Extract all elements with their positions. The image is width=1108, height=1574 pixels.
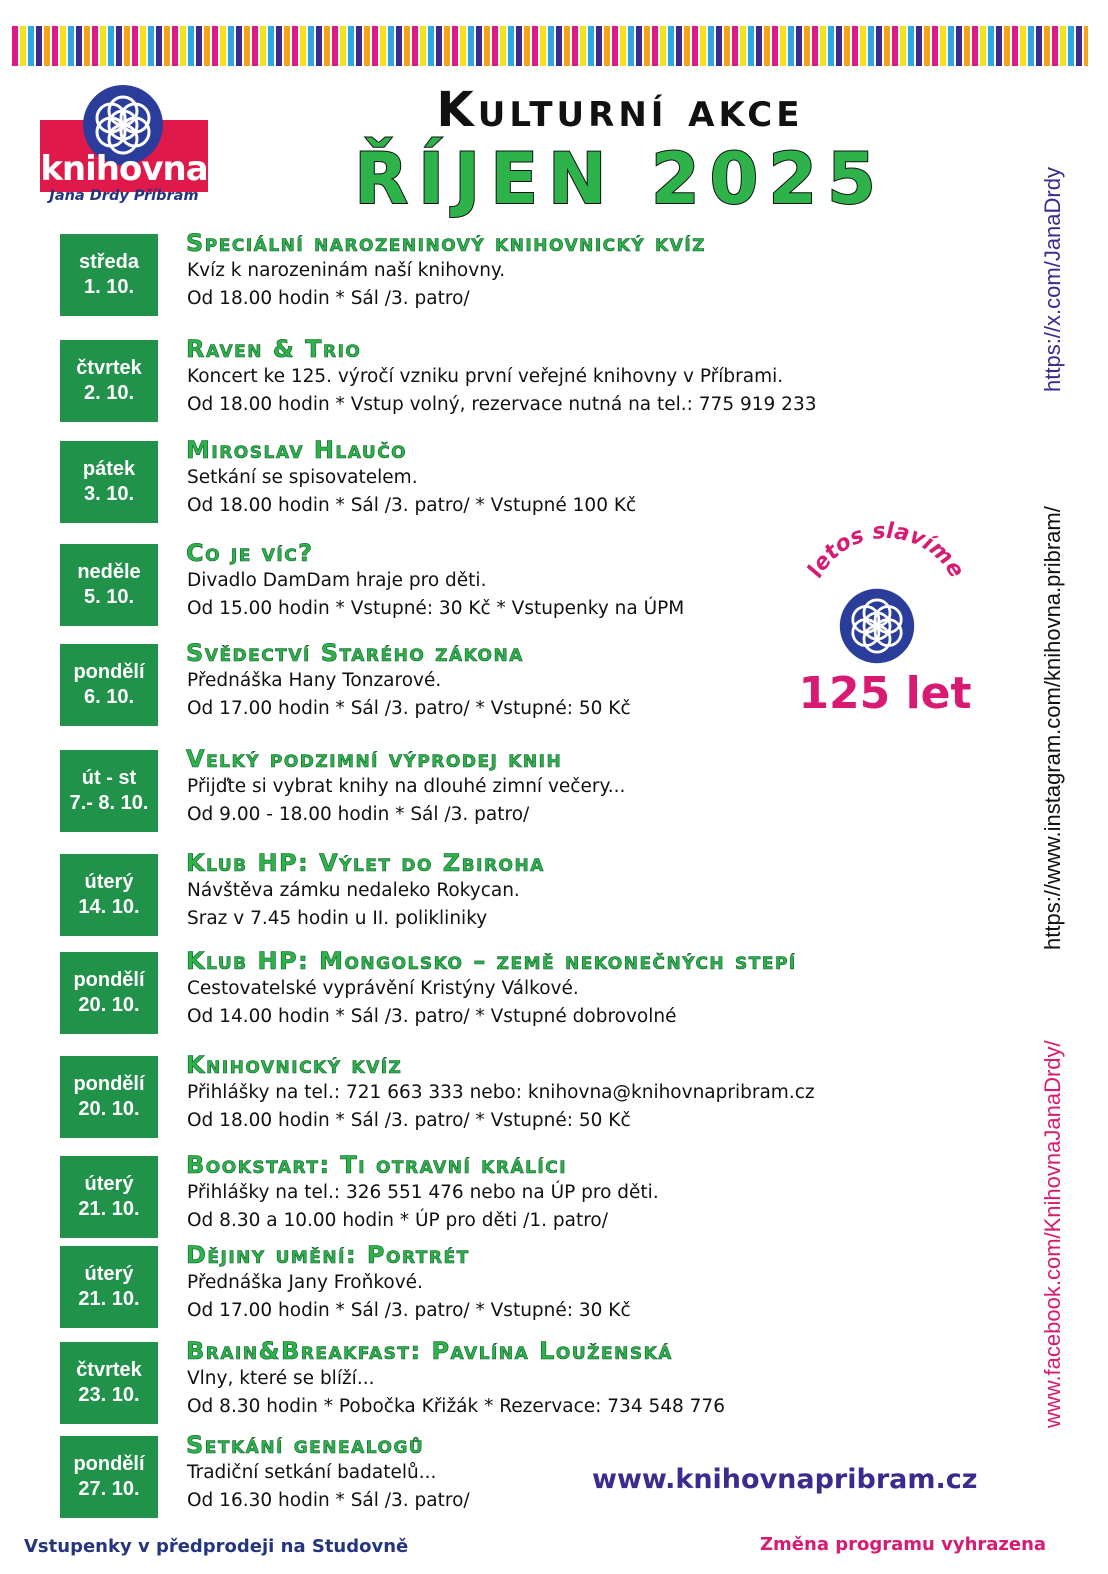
- event-date: 14. 10.: [78, 896, 140, 918]
- event-item: [60, 744, 1020, 834]
- event-description: Koncert ke 125. výročí vzniku první veřejné knihovny v Příbrami.: [187, 366, 784, 387]
- event-item: [60, 1050, 1020, 1140]
- event-description: Cestovatelské vyprávění Kristýny Válkové.: [187, 978, 579, 999]
- event-date-box: [60, 644, 158, 726]
- page-title: Kulturní akce: [436, 82, 804, 138]
- flower-of-life-icon: [837, 586, 917, 666]
- event-title: Co je víc?: [186, 539, 314, 567]
- event-item: [60, 334, 1020, 424]
- event-title: Velký podzimní výprodej knih: [186, 745, 563, 773]
- event-day: út - st: [81, 767, 137, 789]
- event-title: Klub HP: Mongolsko – země nekonečných stepí: [186, 947, 797, 975]
- event-date-box: [60, 952, 158, 1034]
- footer-tickets-note: Vstupenky v předprodeji na Studovně: [24, 1536, 409, 1557]
- event-details: Od 18.00 hodin * Sál /3. patro/ * Vstupné: 50 Kč: [187, 1110, 631, 1131]
- event-day: úterý: [84, 1173, 134, 1195]
- event-item: [60, 1336, 1020, 1426]
- event-description: Vlny, které se blíží...: [187, 1368, 375, 1389]
- event-date: 21. 10.: [78, 1288, 140, 1310]
- event-details: Od 18.00 hodin * Sál /3. patro/: [187, 288, 470, 309]
- event-title: Bookstart: Ti otravní králíci: [186, 1151, 568, 1179]
- event-day: pondělí: [73, 661, 145, 683]
- library-logo: [36, 80, 216, 210]
- event-title: Raven & Trio: [186, 335, 362, 363]
- event-description: Návštěva zámku nedaleko Rokycan.: [187, 880, 520, 901]
- event-date: 27. 10.: [78, 1478, 140, 1500]
- event-date-box: [60, 441, 158, 523]
- decorative-stripe-bar: [12, 26, 1088, 66]
- event-item: [60, 1240, 1020, 1330]
- event-details: Od 8.30 hodin * Pobočka Křižák * Rezervace: 734 548 776: [187, 1396, 725, 1417]
- event-description: Přihlášky na tel.: 326 551 476 nebo na ÚP pro děti.: [187, 1182, 659, 1203]
- event-title: Setkání genealogů: [186, 1431, 425, 1459]
- event-date-box: [60, 234, 158, 316]
- event-title: Knihovnický kvíz: [186, 1051, 403, 1079]
- event-item: [60, 946, 1020, 1036]
- event-title: Klub HP: Výlet do Zbiroha: [186, 849, 545, 877]
- event-date: 21. 10.: [78, 1198, 140, 1220]
- event-description: Přednáška Hany Tonzarové.: [187, 670, 442, 691]
- event-date-box: [60, 544, 158, 626]
- event-description: Přijďte si vybrat knihy na dlouhé zimní večery...: [187, 776, 626, 797]
- event-day: úterý: [84, 871, 134, 893]
- logo-subtitle: Jana Drdy Příbram: [49, 188, 199, 204]
- event-day: středa: [78, 251, 140, 273]
- event-day: pondělí: [73, 969, 145, 991]
- event-item: [60, 435, 1020, 525]
- event-date-box: [60, 340, 158, 422]
- event-date: 1. 10.: [83, 276, 135, 298]
- x-link[interactable]: https://x.com/JanaDrdy: [1040, 167, 1065, 392]
- anniversary-badge: [790, 520, 980, 720]
- event-day: čtvrtek: [76, 1359, 142, 1381]
- event-date-box: [60, 854, 158, 936]
- event-date: 5. 10.: [83, 586, 135, 608]
- instagram-link[interactable]: https://www.instagram.com/knihovna.pribram/: [1040, 506, 1065, 950]
- event-item: [60, 1150, 1020, 1240]
- event-item: [60, 228, 1020, 318]
- event-details: Od 14.00 hodin * Sál /3. patro/ * Vstupné dobrovolné: [187, 1006, 677, 1027]
- event-date: 20. 10.: [78, 994, 140, 1016]
- event-details: Od 17.00 hodin * Sál /3. patro/ * Vstupné: 50 Kč: [187, 698, 631, 719]
- event-title: Speciální narozeninový knihovnický kvíz: [186, 229, 706, 257]
- anniversary-years: 125 let: [798, 668, 972, 719]
- event-details: Od 15.00 hodin * Vstupné: 30 Kč * Vstupenky na ÚPM: [187, 598, 685, 619]
- event-details: Od 8.30 a 10.00 hodin * ÚP pro děti /1. patro/: [187, 1210, 608, 1231]
- page-subtitle-month: ŘÍJEN 2025: [354, 138, 886, 220]
- event-title: Dějiny umění: Portrét: [186, 1241, 470, 1269]
- event-date-box: [60, 1246, 158, 1328]
- facebook-link[interactable]: www.facebook.com/KnihovnaJanaDrdy/: [1040, 1040, 1065, 1428]
- event-day: čtvrtek: [76, 357, 142, 379]
- event-date: 7.- 8. 10.: [69, 792, 149, 814]
- event-description: Setkání se spisovatelem.: [187, 467, 418, 488]
- event-description: Přednáška Jany Froňkové.: [187, 1272, 423, 1293]
- event-title: Brain&Breakfast: Pavlína Louženská: [186, 1337, 673, 1365]
- svg-text:letos slavíme: [803, 520, 969, 582]
- event-description: Kvíz k narozeninám naší knihovny.: [187, 260, 506, 281]
- event-item: [60, 848, 1020, 938]
- event-details: Od 18.00 hodin * Vstup volný, rezervace nutná na tel.: 775 919 233: [187, 394, 817, 415]
- event-details: Od 16.30 hodin * Sál /3. patro/: [187, 1490, 470, 1511]
- event-date: 6. 10.: [83, 686, 135, 708]
- event-date: 2. 10.: [83, 382, 135, 404]
- footer-change-note: Změna programu vyhrazena: [760, 1534, 1047, 1555]
- event-details: Od 9.00 - 18.00 hodin * Sál /3. patro/: [187, 804, 530, 825]
- event-details: Od 17.00 hodin * Sál /3. patro/ * Vstupné: 30 Kč: [187, 1300, 631, 1321]
- event-date-box: [60, 1056, 158, 1138]
- event-date-box: [60, 1156, 158, 1238]
- website-link[interactable]: www.knihovnapribram.cz: [592, 1464, 978, 1495]
- event-day: neděle: [77, 561, 141, 583]
- logo-wordmark: knihovna: [40, 149, 208, 189]
- event-details: Od 18.00 hodin * Sál /3. patro/ * Vstupné 100 Kč: [187, 495, 637, 516]
- event-date-box: [60, 1436, 158, 1518]
- event-description: Přihlášky na tel.: 721 663 333 nebo: knihovna@knihovnapribram.cz: [187, 1082, 815, 1103]
- event-date-box: [60, 1342, 158, 1424]
- event-date: 23. 10.: [78, 1384, 140, 1406]
- event-date: 3. 10.: [83, 483, 135, 505]
- event-description: Tradiční setkání badatelů...: [187, 1462, 437, 1483]
- event-title: Miroslav Hlaučo: [186, 436, 408, 464]
- event-title: Svědectví Starého zákona: [186, 639, 524, 667]
- event-day: pátek: [82, 458, 136, 480]
- event-description: Divadlo DamDam hraje pro děti.: [187, 570, 487, 591]
- event-day: pondělí: [73, 1453, 145, 1475]
- badge-arc-label: letos slavíme: [802, 520, 969, 583]
- event-day: pondělí: [73, 1073, 145, 1095]
- event-day: úterý: [84, 1263, 134, 1285]
- event-date: 20. 10.: [78, 1098, 140, 1120]
- event-date-box: [60, 750, 158, 832]
- event-details: Sraz v 7.45 hodin u II. polikliniky: [187, 908, 488, 929]
